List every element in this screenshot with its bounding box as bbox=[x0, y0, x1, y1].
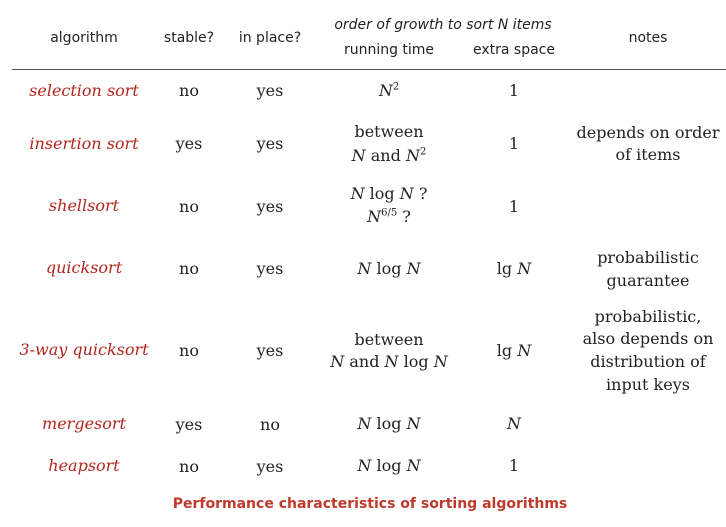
running-time-value: N log N bbox=[357, 259, 421, 278]
notes-line-3: distribution of bbox=[590, 352, 706, 371]
algorithm-name: selection sort bbox=[29, 81, 139, 100]
header-in-place: in place? bbox=[238, 30, 302, 46]
notes-line-1: depends on order bbox=[576, 123, 720, 142]
algorithm-name: mergesort bbox=[42, 414, 126, 433]
algorithm-name: heapsort bbox=[48, 456, 120, 475]
extra-space-value: N bbox=[507, 414, 521, 433]
algorithm-name: insertion sort bbox=[29, 134, 139, 153]
stable-value: no bbox=[179, 457, 199, 476]
table-caption: Performance characteristics of sorting algorithms bbox=[172, 496, 568, 512]
in-place-value: no bbox=[260, 415, 280, 434]
header-running-time: running time bbox=[343, 42, 435, 58]
running-time-value: N log N bbox=[357, 414, 421, 433]
extra-space-value: 1 bbox=[508, 456, 520, 475]
running-time-line-2: N and N log N bbox=[330, 352, 448, 371]
stable-value: no bbox=[179, 341, 199, 360]
notes-line-2: of items bbox=[615, 145, 681, 164]
algorithm-name: quicksort bbox=[45, 258, 123, 277]
algorithm-name: 3-way quicksort bbox=[19, 340, 149, 359]
running-time-line-1: N log N ? bbox=[350, 184, 428, 203]
stable-value: yes bbox=[175, 134, 203, 153]
header-stable: stable? bbox=[163, 30, 215, 46]
running-time-value: $N^2$ bbox=[378, 81, 400, 100]
notes-line-2: also depends on bbox=[582, 329, 714, 348]
notes-line-1: probabilistic, bbox=[594, 307, 702, 326]
stable-value: no bbox=[179, 197, 199, 216]
extra-space-value: 1 bbox=[508, 134, 520, 153]
extra-space-value: lg N bbox=[496, 341, 532, 360]
notes-line-4: input keys bbox=[606, 375, 690, 394]
header-algorithm: algorithm bbox=[50, 30, 118, 46]
extra-space-value: 1 bbox=[508, 81, 520, 100]
running-time-line-2: N and $N^2$ bbox=[351, 146, 427, 165]
running-time-line-1: between bbox=[354, 122, 424, 141]
in-place-value: yes bbox=[256, 81, 284, 100]
in-place-value: yes bbox=[256, 197, 284, 216]
running-time-line-1: between bbox=[354, 330, 424, 349]
header-notes: notes bbox=[628, 30, 668, 46]
notes-line-1: probabilistic bbox=[597, 248, 699, 267]
header-rule bbox=[12, 69, 726, 70]
extra-space-value: lg N bbox=[496, 259, 532, 278]
algorithm-name: shellsort bbox=[48, 196, 120, 215]
stable-value: no bbox=[179, 259, 199, 278]
header-order-of-growth: order of growth to sort N items bbox=[334, 17, 552, 33]
in-place-value: yes bbox=[256, 341, 284, 360]
running-time-line-2: $N^{6/5}$ ? bbox=[367, 207, 411, 226]
in-place-value: yes bbox=[256, 259, 284, 278]
running-time-value: N log N bbox=[357, 456, 421, 475]
in-place-value: yes bbox=[256, 457, 284, 476]
header-extra-space: extra space bbox=[473, 42, 555, 58]
stable-value: no bbox=[179, 81, 199, 100]
stable-value: yes bbox=[175, 415, 203, 434]
in-place-value: yes bbox=[256, 134, 284, 153]
extra-space-value: 1 bbox=[508, 197, 520, 216]
notes-line-2: guarantee bbox=[606, 271, 690, 290]
